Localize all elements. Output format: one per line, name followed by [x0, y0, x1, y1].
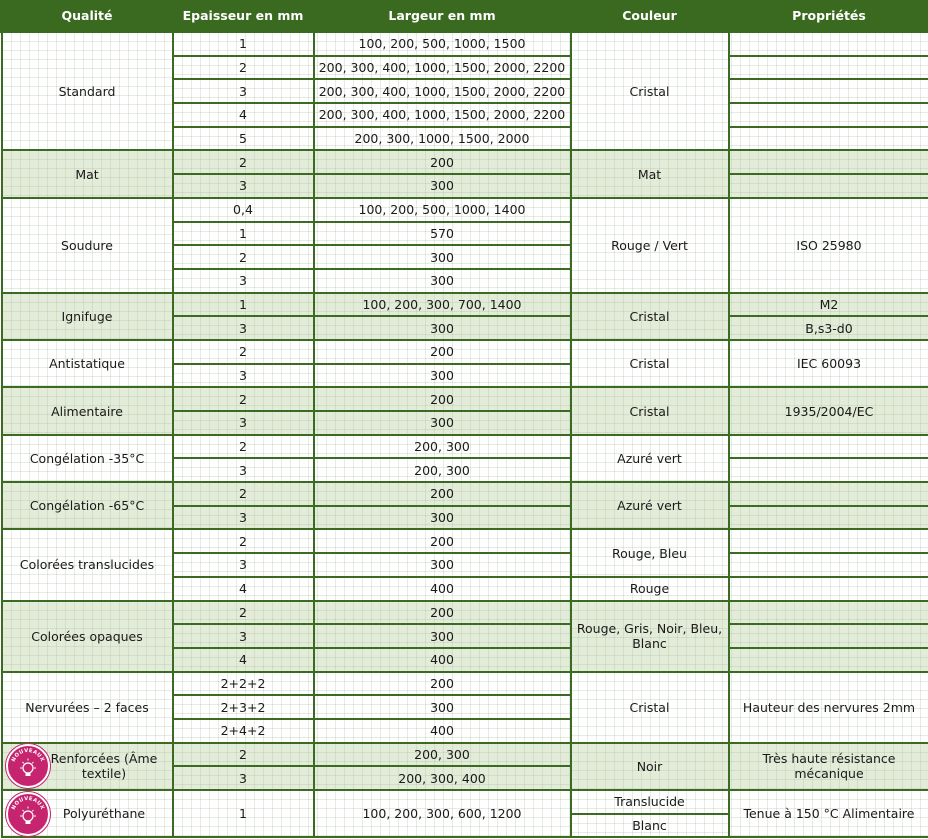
quality-cell: Ignifuge	[2, 293, 173, 340]
property-cell: ISO 25980	[729, 198, 928, 293]
header-width: Largeur en mm	[314, 0, 571, 32]
property-cell: Tenue à 150 °C Alimentaire	[729, 790, 928, 837]
thickness-cell: 5	[173, 127, 314, 151]
thickness-cell: 4	[173, 577, 314, 601]
width-cell: 300	[314, 553, 571, 577]
table-row	[2, 198, 928, 222]
thickness-cell: 3	[173, 364, 314, 388]
color-cell: Cristal	[571, 340, 729, 387]
quality-cell: Antistatique	[2, 340, 173, 387]
color-cell: Rouge, Gris, Noir, Bleu, Blanc	[571, 601, 729, 672]
thickness-cell: 3	[173, 174, 314, 198]
color-cell: Mat	[571, 150, 729, 197]
width-cell: 200, 300, 400	[314, 766, 571, 790]
property-cell	[729, 127, 928, 151]
header-properties: Propriétés	[729, 0, 928, 32]
width-cell: 400	[314, 648, 571, 672]
width-cell: 300	[314, 364, 571, 388]
property-cell	[729, 79, 928, 103]
color-cell: Rouge, Bleu	[571, 529, 729, 576]
color-cell: Rouge	[571, 577, 729, 601]
width-cell: 200, 300, 400, 1000, 1500, 2000, 2200	[314, 79, 571, 103]
width-cell: 300	[314, 411, 571, 435]
table-row	[2, 482, 928, 506]
thickness-cell: 3	[173, 269, 314, 293]
property-cell: Très haute résistance mécanique	[729, 743, 928, 790]
thickness-cell: 2+3+2	[173, 695, 314, 719]
property-cell	[729, 56, 928, 80]
width-cell: 100, 200, 500, 1000, 1400	[314, 198, 571, 222]
property-cell	[729, 601, 928, 625]
quality-cell: Standard	[2, 32, 173, 150]
thickness-cell: 2	[173, 340, 314, 364]
thickness-cell: 2	[173, 529, 314, 553]
width-cell: 200	[314, 150, 571, 174]
quality-cell: Soudure	[2, 198, 173, 293]
thickness-cell: 3	[173, 553, 314, 577]
thickness-cell: 2+4+2	[173, 719, 314, 743]
table-row	[2, 32, 928, 56]
property-cell	[729, 624, 928, 648]
property-cell	[729, 577, 928, 601]
width-cell: 200, 300	[314, 743, 571, 767]
thickness-cell: 3	[173, 411, 314, 435]
property-cell	[729, 648, 928, 672]
thickness-cell: 0,4	[173, 198, 314, 222]
width-cell: 200	[314, 529, 571, 553]
width-cell: 200, 300, 1000, 1500, 2000	[314, 127, 571, 151]
width-cell: 400	[314, 577, 571, 601]
color-cell: Cristal	[571, 672, 729, 743]
new-badge-icon	[6, 744, 50, 788]
thickness-cell: 4	[173, 648, 314, 672]
property-cell: 1935/2004/EC	[729, 387, 928, 434]
table-row	[2, 340, 928, 364]
color-cell: Rouge / Vert	[571, 198, 729, 293]
svg-text:NOUVEAUX: NOUVEAUX	[10, 748, 45, 764]
thickness-cell: 3	[173, 624, 314, 648]
width-cell: 300	[314, 624, 571, 648]
property-cell	[729, 506, 928, 530]
property-cell	[729, 435, 928, 459]
color-cell: Azuré vert	[571, 482, 729, 529]
color-cell: Noir	[571, 743, 729, 790]
width-cell: 300	[314, 245, 571, 269]
thickness-cell: 2	[173, 601, 314, 625]
width-cell: 200	[314, 340, 571, 364]
svg-text:NOUVEAUX: NOUVEAUX	[10, 795, 45, 811]
property-cell: B,s3-d0	[729, 316, 928, 340]
table-row	[2, 601, 928, 625]
thickness-cell: 3	[173, 79, 314, 103]
property-cell: M2	[729, 293, 928, 317]
thickness-cell: 1	[173, 222, 314, 246]
quality-cell: Mat	[2, 150, 173, 197]
property-cell: Hauteur des nervures 2mm	[729, 672, 928, 743]
width-cell: 200, 300, 400, 1000, 1500, 2000, 2200	[314, 56, 571, 80]
property-cell	[729, 529, 928, 553]
thickness-cell: 1	[173, 293, 314, 317]
property-cell	[729, 553, 928, 577]
thickness-cell: 3	[173, 506, 314, 530]
thickness-cell: 3	[173, 766, 314, 790]
table-row	[2, 790, 928, 814]
width-cell: 100, 200, 500, 1000, 1500	[314, 32, 571, 56]
quality-label: Renforcées (Âme textile)	[50, 751, 158, 782]
color-cell: Blanc	[571, 814, 729, 838]
color-cell: Cristal	[571, 32, 729, 150]
quality-cell: Congélation -35°C	[2, 435, 173, 482]
width-cell: 200	[314, 482, 571, 506]
property-cell	[729, 458, 928, 482]
thickness-cell: 2	[173, 245, 314, 269]
property-cell	[729, 150, 928, 174]
property-cell	[729, 174, 928, 198]
thickness-cell: 2	[173, 56, 314, 80]
width-cell: 300	[314, 316, 571, 340]
header-color: Couleur	[571, 0, 729, 32]
property-cell: IEC 60093	[729, 340, 928, 387]
color-cell: Cristal	[571, 387, 729, 434]
width-cell: 570	[314, 222, 571, 246]
width-cell: 200	[314, 672, 571, 696]
thickness-cell: 2	[173, 150, 314, 174]
width-cell: 200	[314, 601, 571, 625]
quality-cell: Nervurées – 2 faces	[2, 672, 173, 743]
color-cell: Translucide	[571, 790, 729, 814]
width-cell: 100, 200, 300, 700, 1400	[314, 293, 571, 317]
width-cell: 200, 300	[314, 435, 571, 459]
quality-label: Polyuréthane	[62, 806, 146, 822]
thickness-cell: 3	[173, 458, 314, 482]
width-cell: 300	[314, 695, 571, 719]
quality-cell	[2, 790, 173, 837]
header-quality: Qualité	[2, 0, 173, 32]
new-badge-icon	[6, 792, 50, 836]
thickness-cell: 2	[173, 435, 314, 459]
thickness-cell: 2	[173, 482, 314, 506]
thickness-cell: 4	[173, 103, 314, 127]
table-row	[2, 435, 928, 459]
header-thickness: Epaisseur en mm	[173, 0, 314, 32]
quality-cell: Colorées translucides	[2, 529, 173, 600]
width-cell: 200	[314, 387, 571, 411]
color-cell: Cristal	[571, 293, 729, 340]
quality-cell	[2, 743, 173, 790]
table-row	[2, 293, 928, 317]
width-cell: 300	[314, 506, 571, 530]
table-row	[2, 743, 928, 767]
thickness-cell: 2	[173, 387, 314, 411]
table-row	[2, 387, 928, 411]
header-row	[2, 0, 928, 32]
width-cell: 400	[314, 719, 571, 743]
thickness-cell: 1	[173, 32, 314, 56]
quality-cell: Colorées opaques	[2, 601, 173, 672]
width-cell: 200, 300, 400, 1000, 1500, 2000, 2200	[314, 103, 571, 127]
table-row	[2, 529, 928, 553]
width-cell: 200, 300	[314, 458, 571, 482]
width-cell: 300	[314, 269, 571, 293]
property-cell	[729, 103, 928, 127]
thickness-cell: 2+2+2	[173, 672, 314, 696]
color-cell: Azuré vert	[571, 435, 729, 482]
width-cell: 300	[314, 174, 571, 198]
thickness-cell: 1	[173, 790, 314, 837]
width-cell: 100, 200, 300, 600, 1200	[314, 790, 571, 837]
table-row	[2, 150, 928, 174]
thickness-cell: 3	[173, 316, 314, 340]
quality-cell: Alimentaire	[2, 387, 173, 434]
thickness-cell: 2	[173, 743, 314, 767]
quality-cell: Congélation -65°C	[2, 482, 173, 529]
property-cell	[729, 32, 928, 56]
property-cell	[729, 482, 928, 506]
table-row	[2, 672, 928, 696]
